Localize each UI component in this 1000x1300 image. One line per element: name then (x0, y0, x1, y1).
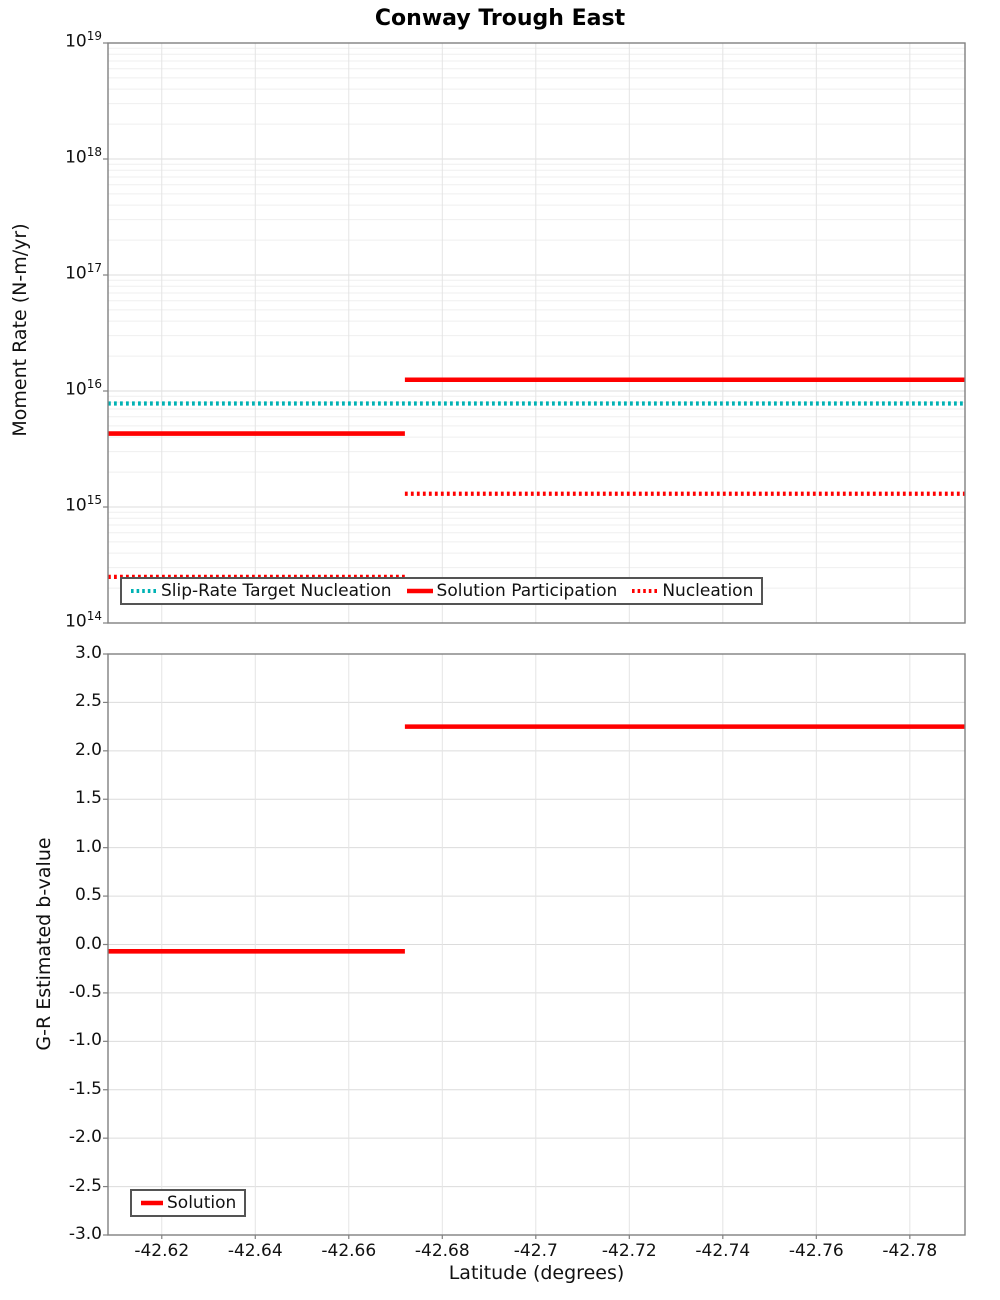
y-tick-label: -1.0 (68, 1030, 102, 1051)
x-axis-label: Latitude (degrees) (448, 1262, 625, 1284)
y-tick-label: 2.0 (74, 739, 102, 760)
x-tick-label: -42.74 (695, 1241, 751, 1261)
x-tick-label: -42.64 (227, 1241, 283, 1261)
y-tick-label: -0.5 (68, 981, 102, 1002)
bottom-y-axis-label: G-R Estimated b-value (33, 837, 55, 1051)
x-tick-label: -42.78 (882, 1241, 938, 1261)
y-tick-label: 3.0 (74, 643, 102, 663)
y-tick-label: 0.5 (74, 885, 102, 906)
bottom-legend (130, 1189, 246, 1217)
x-tick-label: -42.72 (601, 1241, 657, 1261)
y-tick-label: -2.5 (68, 1175, 102, 1196)
solution-participation-line-icon (406, 586, 434, 596)
x-tick-label: -42.7 (513, 1241, 558, 1261)
y-tick-label: $10^{18}$ (65, 145, 102, 168)
y-tick-label: $10^{15}$ (65, 493, 102, 516)
y-tick-label: 0.0 (74, 933, 102, 954)
y-tick-label: $10^{19}$ (65, 29, 102, 52)
y-tick-label: 2.5 (74, 691, 102, 712)
slip-rate-target-nucleation-line-icon (130, 586, 158, 596)
y-tick-label: -3.0 (68, 1224, 102, 1244)
x-tick-label: -42.68 (414, 1241, 470, 1261)
legend-label-solution-participation: Solution Participation (436, 581, 618, 601)
x-tick-label: -42.76 (788, 1241, 844, 1261)
x-tick-label: -42.62 (134, 1241, 190, 1261)
y-tick-label: -2.0 (68, 1127, 102, 1148)
top-y-axis-label: Moment Rate (N-m/yr) (9, 223, 31, 437)
y-tick-label: -1.5 (68, 1078, 102, 1099)
y-tick-label: $10^{16}$ (65, 377, 102, 400)
chart-title: Conway Trough East (374, 6, 626, 31)
top-legend (120, 577, 763, 605)
x-tick-label: -42.66 (321, 1241, 377, 1261)
y-tick-label: 1.5 (74, 788, 102, 809)
y-tick-label: $10^{14}$ (65, 609, 102, 632)
legend-label-slip-rate-target-nucleation: Slip-Rate Target Nucleation (161, 581, 392, 601)
y-tick-label: $10^{17}$ (65, 261, 102, 284)
legend-label-solution: Solution (167, 1193, 237, 1213)
solution-line-icon (140, 1198, 164, 1208)
nucleation-line-icon (631, 586, 659, 596)
legend-label-nucleation: Nucleation (662, 581, 754, 601)
y-tick-label: 1.0 (74, 836, 102, 857)
